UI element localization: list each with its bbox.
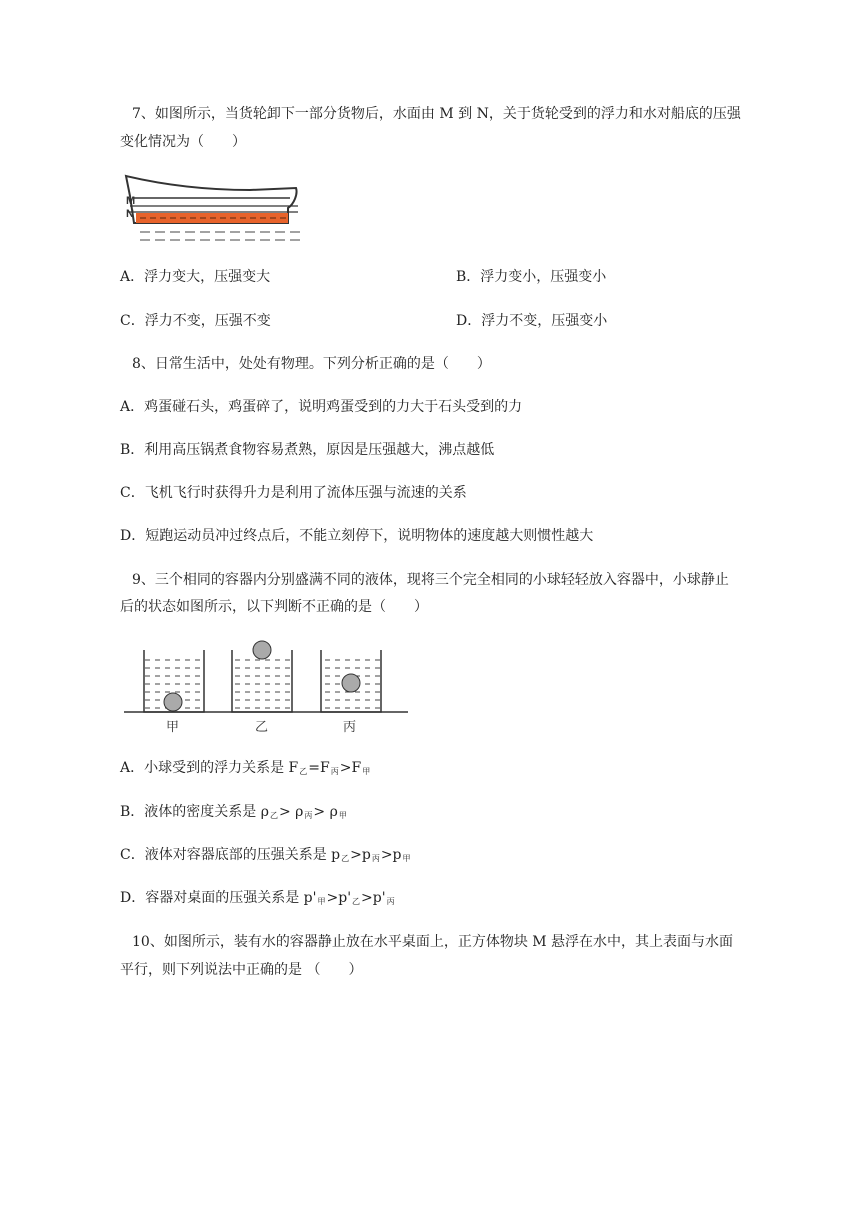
q9-containers-figure	[124, 640, 414, 740]
ball-jia	[164, 693, 182, 711]
q7-ship-figure	[120, 168, 310, 248]
q9-d-sub2: 乙	[352, 897, 361, 906]
q9-c-sub2: 丙	[371, 854, 380, 863]
q7-option-c: C．浮力不变，压强不变	[120, 313, 271, 329]
q8-stem: 8、日常生活中，处处有物理。下列分析正确的是（ ）	[132, 356, 491, 372]
q9-d-mid1: >p'	[326, 890, 352, 906]
q10-stem-line2: 平行，则下列说法中正确的是 （ ）	[120, 962, 363, 978]
q9-d-mid2: >p'	[361, 890, 386, 906]
q9-d-sub1: 甲	[317, 897, 326, 906]
q7-stem-line2: 变化情况为（ ）	[120, 134, 246, 150]
label-jia: 甲	[166, 720, 180, 735]
q9-c-mid1: >p	[350, 847, 371, 863]
q7-option-a: A．浮力变大，压强变大	[120, 269, 271, 285]
q9-b-sub3: 甲	[338, 811, 347, 820]
q9-c-sub1: 乙	[341, 854, 350, 863]
q9-c-sub3: 甲	[402, 854, 411, 863]
q9-d-text: D．容器对桌面的压强关系是 p'	[120, 890, 317, 906]
label-yi: 乙	[255, 720, 269, 735]
q9-a-text: A．小球受到的浮力关系是 F	[120, 760, 299, 776]
q8-option-a: A．鸡蛋碰石头，鸡蛋碎了，说明鸡蛋受到的力大于石头受到的力	[120, 399, 523, 415]
q9-stem-line1: 9、三个相同的容器内分别盛满不同的液体，现将三个完全相同的小球轻轻放入容器中，小球静止	[132, 572, 729, 588]
q9-a-sub2: 丙	[330, 767, 339, 776]
q9-option-b	[120, 802, 348, 826]
q9-a-mid1: =F	[308, 760, 330, 776]
q9-option-c	[120, 845, 412, 869]
q9-b-text: B．液体的密度关系是 ρ	[120, 804, 269, 820]
q8-option-d: D．短跑运动员冲过终点后，不能立刻停下，说明物体的速度越大则惯性越大	[120, 528, 594, 544]
label-m: M	[126, 195, 136, 207]
q9-a-sub1: 乙	[299, 767, 308, 776]
q9-a-mid2: >F	[339, 760, 362, 776]
q9-a-sub3: 甲	[362, 767, 371, 776]
q7-option-b: B．浮力变小，压强变小	[456, 269, 607, 285]
q9-b-mid2: > ρ	[313, 804, 338, 820]
q9-b-mid1: > ρ	[278, 804, 304, 820]
q7-stem-line1: 7、如图所示，当货轮卸下一部分货物后，水面由 M 到 N，关于货轮受到的浮力和水对船底的压强	[132, 106, 741, 122]
q9-b-sub2: 丙	[304, 811, 313, 820]
ball-yi	[253, 641, 271, 659]
q9-c-mid2: >p	[380, 847, 402, 863]
q7-option-d: D．浮力不变，压强变小	[456, 313, 608, 329]
liquid-yi	[232, 654, 292, 712]
ball-bing	[342, 674, 360, 692]
q8-option-b: B．利用高压锅煮食物容易煮熟，原因是压强越大，沸点越低	[120, 442, 495, 458]
q8-option-c: C．飞机飞行时获得升力是利用了流体压强与流速的关系	[120, 485, 467, 501]
q9-d-sub3: 丙	[386, 897, 395, 906]
q9-stem-line2: 后的状态如图所示，以下判断不正确的是（ ）	[120, 599, 428, 615]
q10-stem-line1: 10、如图所示，装有水的容器静止放在水平桌面上，正方体物块 M 悬浮在水中，其上表面与水面	[132, 934, 734, 950]
q9-c-text: C．液体对容器底部的压强关系是 p	[120, 847, 341, 863]
label-bing: 丙	[343, 720, 357, 735]
label-n: N	[126, 208, 134, 220]
q9-option-d	[120, 888, 396, 912]
q9-option-a	[120, 758, 371, 782]
q9-b-sub1: 乙	[269, 811, 278, 820]
